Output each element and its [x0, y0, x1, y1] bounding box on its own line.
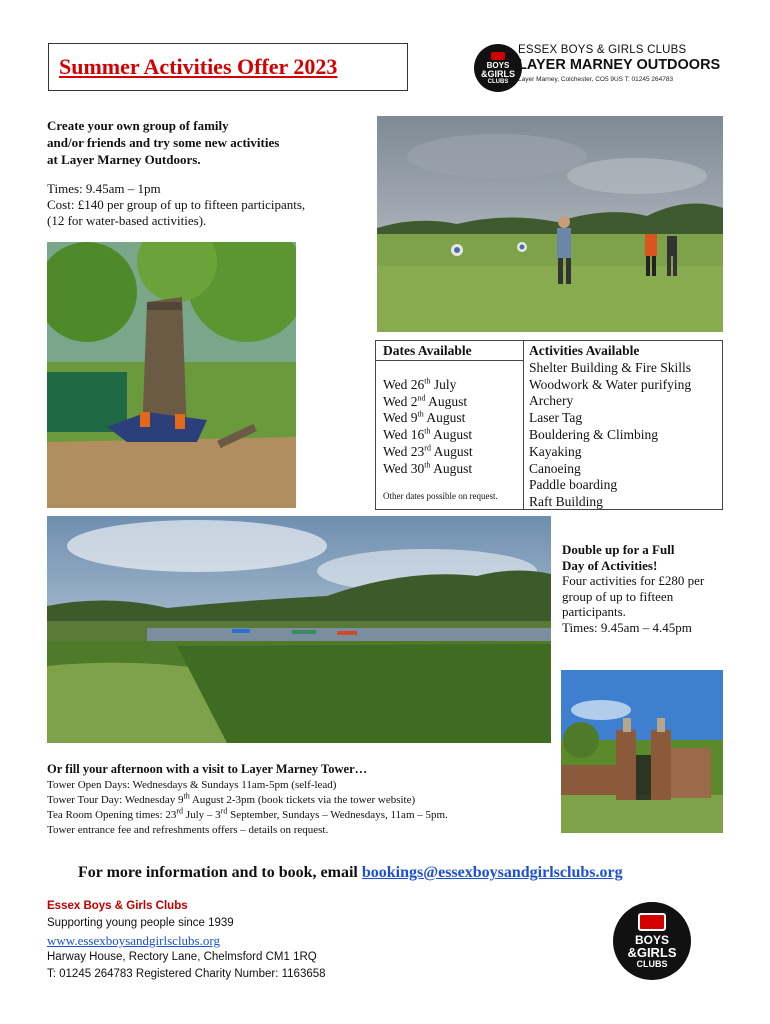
intro-line-1: Create your own group of family: [47, 118, 229, 133]
activity-item: Woodwork & Water purifying: [529, 376, 692, 392]
tower-tour-day: Tower Tour Day: Wednesday 9th August 2-3pm (book tickets via the tower website): [47, 791, 416, 806]
double-heading-2: Day of Activities!: [562, 557, 658, 573]
activity-item: Shelter Building & Fire Skills: [529, 359, 692, 375]
lake-photo: [47, 516, 551, 743]
footer-logo: [613, 902, 691, 980]
tower-open-days: Tower Open Days: Wednesdays & Sundays 11am-5pm (self-lead): [47, 779, 337, 791]
table-divider: [523, 341, 524, 509]
archery-photo: [377, 116, 723, 332]
org-subtitle: LAYER MARNEY OUTDOORS: [518, 57, 721, 73]
intro-times: Times: 9.45am – 1pm: [47, 181, 161, 196]
page-title: Summer Activities Offer 2023: [59, 54, 338, 79]
activities-header: Activities Available: [529, 343, 640, 358]
dates-header: Dates Available: [383, 343, 472, 358]
intro-details: [47, 181, 347, 229]
intro-line-2: and/or friends and try some new activities: [47, 135, 280, 150]
date-item: Wed 26th July: [383, 376, 457, 392]
double-text-3: participants.: [562, 604, 626, 619]
tower-entrance: Tower entrance fee and refreshments offers – details on request.: [47, 824, 329, 836]
footer-address: Harway House, Rectory Lane, Chelmsford CM1 1RQ: [47, 951, 317, 963]
intro-heading: [47, 117, 347, 168]
activity-item: Raft Building: [529, 494, 603, 510]
activity-item: Paddle boarding: [529, 477, 618, 493]
logo-line-1: BOYS: [634, 932, 669, 947]
activity-item: Kayaking: [529, 443, 582, 459]
double-text-2: group of up to fifteen: [562, 588, 674, 604]
intro-cost-note: (12 for water-based activities).: [47, 213, 207, 228]
date-item: Wed 16th August: [383, 426, 473, 443]
double-heading-1: Double up for a Full: [562, 542, 675, 557]
header-logo: [474, 44, 522, 92]
activities-column: [529, 343, 724, 511]
booking-email-link[interactable]: bookings@essexboysandgirlsclubs.org: [361, 864, 623, 881]
logo-line-1: BOYS: [486, 60, 510, 70]
tower-photo: [561, 670, 723, 833]
dates-column: [383, 343, 521, 504]
date-item: Wed 2nd August: [383, 393, 468, 409]
dates-note: Other dates possible on request.: [383, 490, 498, 501]
intro-cost: Cost: £140 per group of up to fifteen participants,: [47, 197, 306, 212]
footer-website-link[interactable]: www.essexboysandgirlsclubs.org: [47, 933, 220, 948]
more-info-text: For more information and to book, email: [78, 864, 362, 881]
double-text-1: Four activities for £280 per: [562, 573, 705, 588]
activity-item: Archery: [529, 393, 574, 409]
footer-org: Essex Boys & Girls Clubs: [47, 900, 188, 912]
footer-contact: T: 01245 264783 Registered Charity Number: 1163658: [47, 968, 326, 980]
date-item: Wed 23rd August: [383, 443, 473, 459]
double-up-block: [562, 542, 732, 635]
logo-line-2: &GIRLS: [627, 945, 677, 961]
tower-tea-room: Tea Room Opening times: 23rd July – 3rd September, Sundays – Wednesdays, 11am – 5pm.: [47, 806, 448, 821]
footer-tagline: Supporting young people since 1939: [47, 917, 234, 929]
intro-line-3: at Layer Marney Outdoors.: [47, 152, 201, 167]
org-name: ESSEX BOYS & GIRLS CLUBS: [518, 44, 687, 56]
more-info-line: [78, 864, 623, 882]
footer: [47, 898, 407, 983]
crest-icon: [491, 52, 505, 60]
date-item: Wed 9th August: [383, 409, 466, 426]
date-item: Wed 30th August: [383, 460, 473, 476]
header-rule: [376, 360, 523, 361]
activity-item: Laser Tag: [529, 410, 583, 426]
activity-item: Canoeing: [529, 460, 581, 476]
tower-block: [47, 762, 567, 838]
logo-line-2: &GIRLS: [480, 68, 515, 79]
logo-line-3: CLUBS: [636, 958, 668, 969]
availability-table: [375, 340, 723, 510]
tree-photo: [47, 242, 296, 508]
double-times: Times: 9.45am – 4.45pm: [562, 619, 692, 635]
crest-icon: [638, 913, 666, 931]
activity-item: Bouldering & Climbing: [529, 426, 659, 442]
org-address: Layer Marney, Colchester, CO5 9US T: 01245 264783: [518, 76, 674, 83]
tower-heading: Or fill your afternoon with a visit to Layer Marney Tower…: [47, 762, 368, 776]
logo-line-3: CLUBS: [487, 78, 509, 85]
title-box: [48, 43, 408, 91]
